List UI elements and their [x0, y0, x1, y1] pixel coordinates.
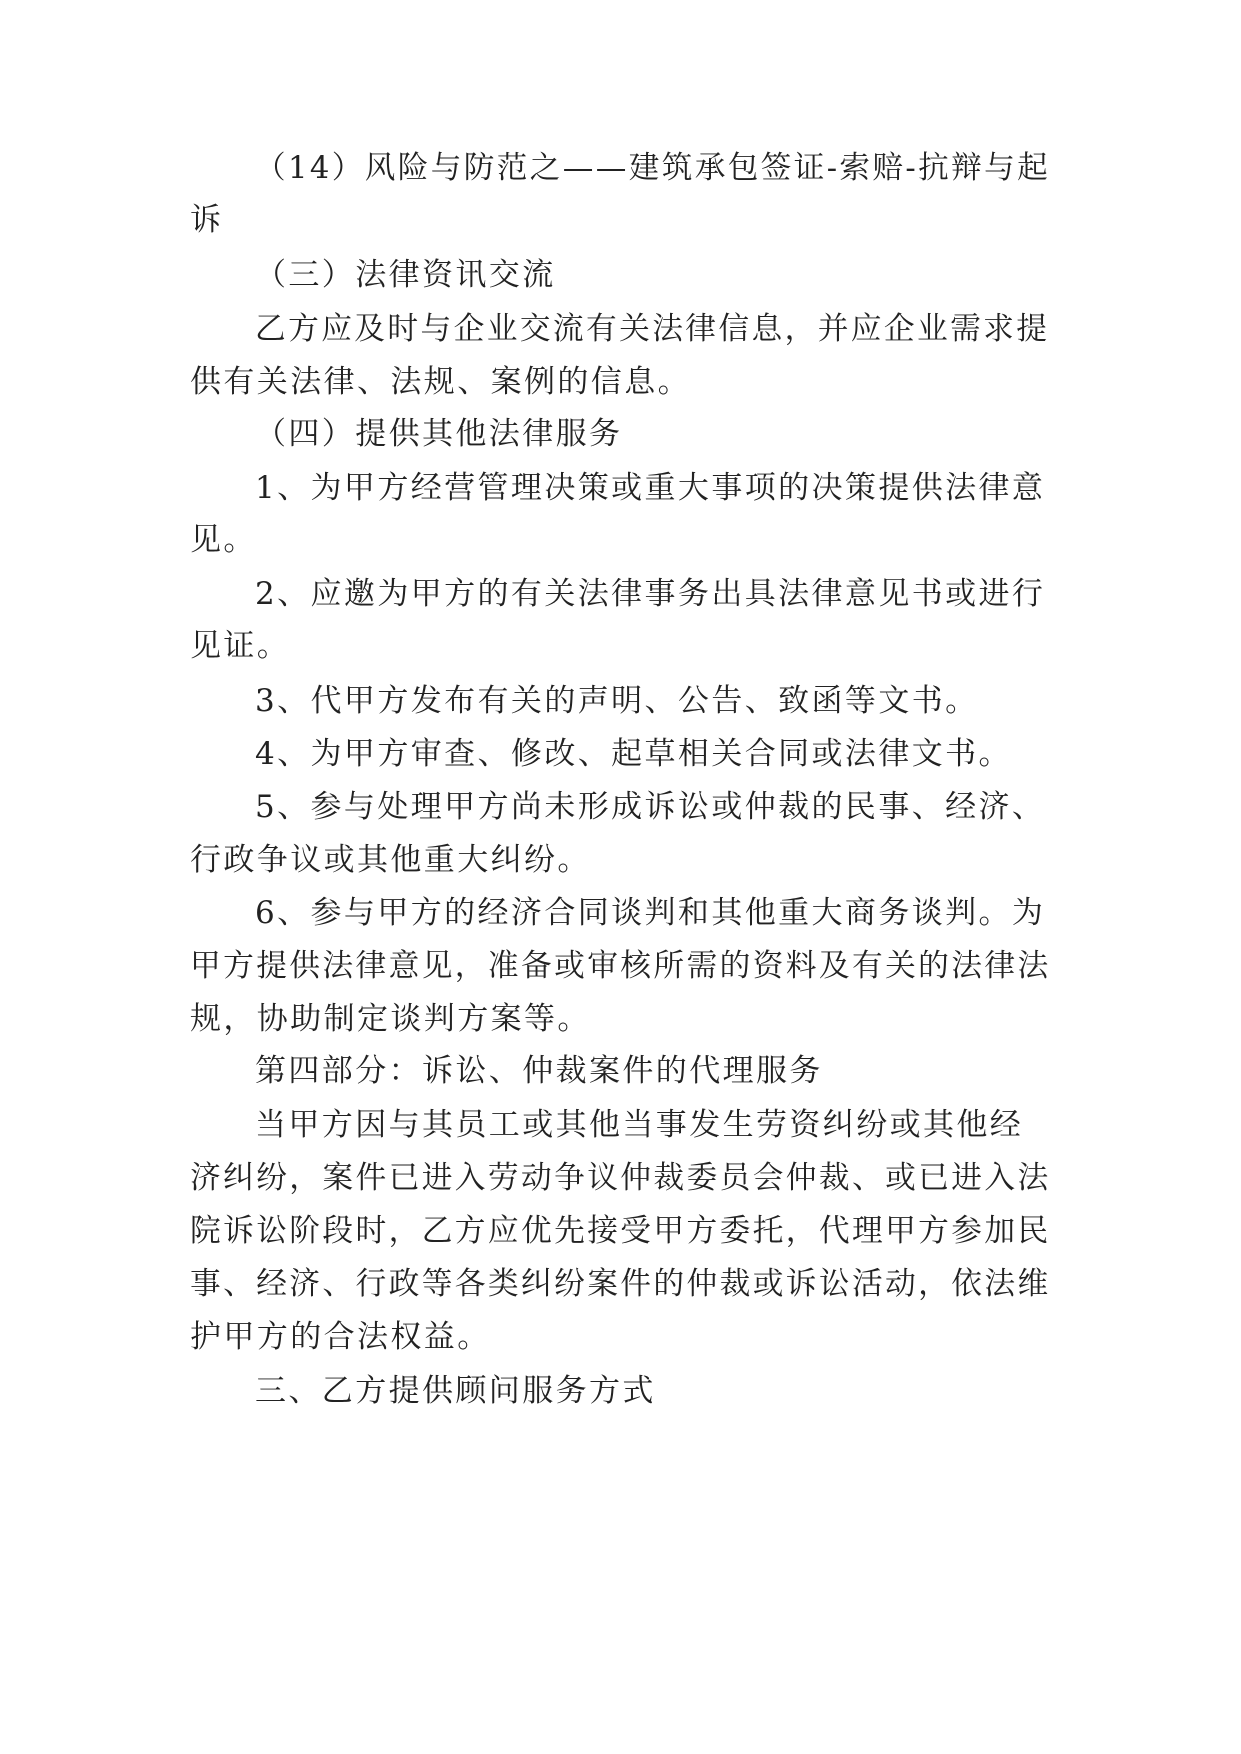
text-line: 院诉讼阶段时，乙方应优先接受甲方委托，代理甲方参加民 [190, 1213, 1051, 1249]
text-line: 诉 [190, 202, 224, 238]
text-line: 当甲方因与其员工或其他当事发生劳资纠纷或其他经 [255, 1107, 1024, 1143]
section-heading: 三、乙方提供顾问服务方式 [255, 1373, 656, 1409]
section-heading: （四）提供其他法律服务 [255, 416, 623, 452]
text-line: 护甲方的合法权益。 [190, 1319, 491, 1355]
list-item: 3、代甲方发布有关的声明、公告、致函等文书。 [255, 683, 979, 719]
text-line: 乙方应及时与企业交流有关法律信息，并应企业需求提 [255, 311, 1050, 347]
text-line: 供有关法律、法规、案例的信息。 [190, 364, 691, 400]
list-item: 6、参与甲方的经济合同谈判和其他重大商务谈判。为 [255, 895, 1046, 931]
section-heading: 第四部分：诉讼、仲裁案件的代理服务 [255, 1053, 823, 1089]
list-item: 1、为甲方经营管理决策或重大事项的决策提供法律意 [255, 470, 1046, 506]
text-line: 事、经济、行政等各类纠纷案件的仲裁或诉讼活动，依法维 [190, 1266, 1051, 1302]
list-item: 4、为甲方审查、修改、起草相关合同或法律文书。 [255, 736, 1012, 772]
section-heading: （三）法律资讯交流 [255, 257, 556, 293]
list-item: 2、应邀为甲方的有关法律事务出具法律意见书或进行 [255, 576, 1046, 612]
text-line: 济纠纷，案件已进入劳动争议仲裁委员会仲裁、或已进入法 [190, 1160, 1051, 1196]
text-line: 规，协助制定谈判方案等。 [190, 1001, 591, 1037]
text-line: （14）风险与防范之——建筑承包签证-索赔-抗辩与起 [255, 150, 1051, 186]
text-line: 行政争议或其他重大纠纷。 [190, 842, 591, 878]
list-item: 5、参与处理甲方尚未形成诉讼或仲裁的民事、经济、 [255, 789, 1046, 825]
text-line: 见证。 [190, 628, 291, 664]
text-line: 甲方提供法律意见，准备或审核所需的资料及有关的法律法 [190, 948, 1051, 984]
text-line: 见。 [190, 522, 257, 558]
